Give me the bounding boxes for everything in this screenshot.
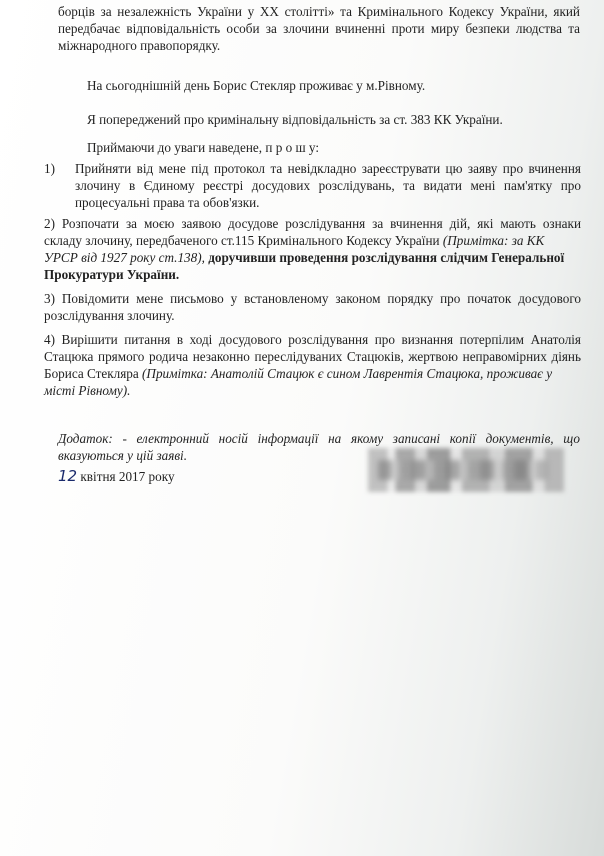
text-line: процесуальні права та обов'язки.: [75, 195, 260, 210]
text-line: Прийняти від мене під протокол та невідкладно зареєструвати цю заяву про вчинення: [75, 161, 581, 176]
text-line: [44, 233, 581, 249]
note-span: УРСР від 1927 року ст.138),: [44, 250, 205, 265]
text-line: борців за незалежність України у XX столітті» та Кримінального Кодексу України, який: [58, 4, 580, 19]
text-line: Прокуратури України.: [44, 267, 180, 282]
appendix-line: Додаток: - електронний носій інформації на якому записані копії документів, що: [58, 431, 580, 446]
date-line: [58, 468, 175, 485]
text-span: Бориса Стекляра: [44, 366, 143, 381]
text-line: [44, 366, 552, 382]
item-number: 1): [44, 161, 55, 176]
residence-line: На сьогоднішній день Борис Стекляр проживає у м.Рівному.: [87, 78, 426, 93]
text-line: Стацюка прямого родича незаконно переслідуваних Стацюків, жертвою неправомірних діянь: [44, 349, 581, 364]
text-line: 2) Розпочати за моєю заявою досудове розслідування за вчинення дій, які мають ознаки: [44, 216, 581, 231]
note-span: (Примітка: Анатолій Стацюк є сином Лаврентія Стацюка, проживає у: [142, 366, 553, 381]
text-line: розслідування злочину.: [44, 308, 175, 323]
text-line: злочину в Єдиному реєстрі досудових розслідувань, та видати мені пам'ятку про: [75, 178, 581, 193]
text-span: складу злочину, передбаченого ст.115 Кримінального Кодексу України: [44, 233, 443, 248]
note-span: (Примітка: за КК: [442, 233, 545, 248]
date-text: квітня 2017 року: [80, 469, 175, 484]
redacted-signature-detail: [378, 460, 548, 480]
request-intro: Приймаючи до уваги наведене, п р о ш у:: [87, 140, 320, 155]
warning-line: Я попереджений про кримінальну відповідальність за ст. 383 КК України.: [87, 112, 503, 127]
handwritten-day: 12: [58, 467, 78, 485]
appendix-line: вказуються у цій заяві.: [58, 448, 188, 463]
bold-span: доручивши проведення розслідування слідчим Генеральної: [204, 250, 565, 265]
text-line: передбачає відповідальність особи за злочини вчиненні проти миру безпеки людства та: [58, 21, 580, 36]
text-line: [44, 250, 564, 266]
text-line: 3) Повідомити мене письмово у встановленому законом порядку про початок досудового: [44, 291, 581, 306]
text-line: міжнародного правопорядку.: [58, 38, 221, 53]
text-line: 4) Вирішити питання в ході досудового розслідування про визнання потерпілим Анатолія: [44, 332, 581, 347]
text-line: місті Рівному).: [44, 383, 131, 398]
